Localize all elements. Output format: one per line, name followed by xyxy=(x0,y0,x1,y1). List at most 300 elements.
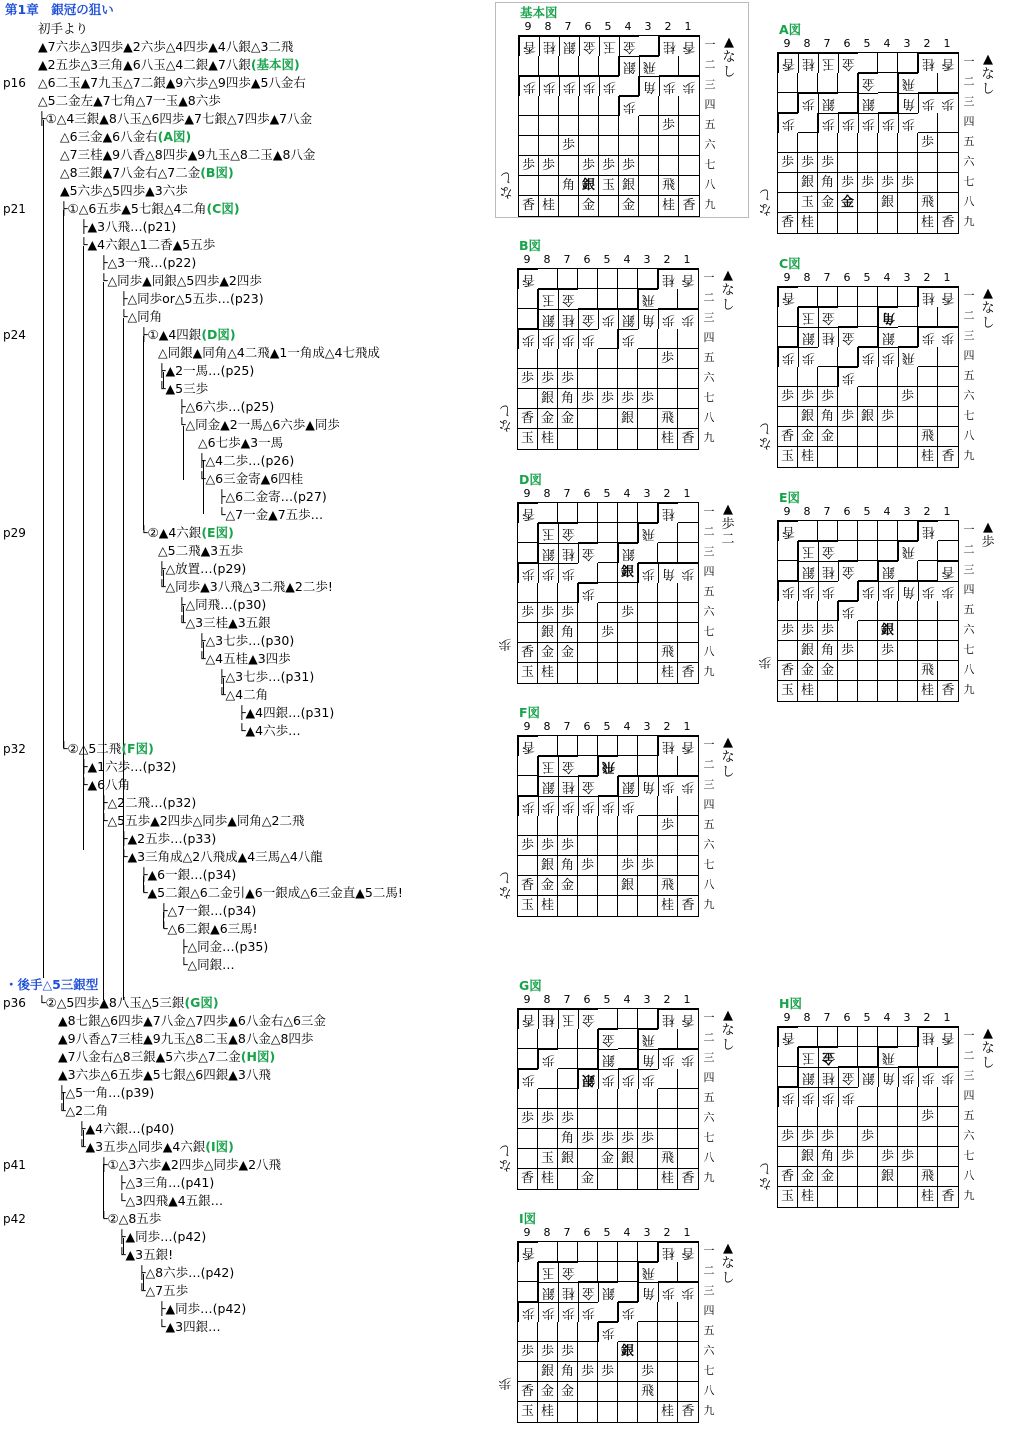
board-square[interactable]: 香 xyxy=(778,213,798,233)
board-square[interactable] xyxy=(918,73,938,93)
board-square[interactable]: 飛 xyxy=(658,409,678,429)
board-square[interactable] xyxy=(578,523,598,543)
board-square[interactable]: 歩 xyxy=(518,796,538,816)
board-square[interactable]: 桂 xyxy=(538,1009,558,1029)
board-square[interactable]: 桂 xyxy=(538,1169,558,1189)
board-square[interactable]: 歩 xyxy=(538,603,558,623)
board-square[interactable] xyxy=(558,1242,578,1262)
board-square[interactable] xyxy=(898,621,918,641)
board-square[interactable] xyxy=(858,1107,878,1127)
board-square[interactable]: 桂 xyxy=(658,503,678,523)
board-square[interactable]: 金 xyxy=(578,776,598,796)
board-square[interactable]: 銀 xyxy=(858,407,878,427)
board-square[interactable] xyxy=(778,173,798,193)
board-square[interactable] xyxy=(838,1127,858,1147)
board-square[interactable]: 玉 xyxy=(798,193,818,213)
board-square[interactable]: 金 xyxy=(578,309,598,329)
board-square[interactable] xyxy=(598,523,618,543)
board-square[interactable] xyxy=(658,1342,678,1362)
board-square[interactable] xyxy=(838,213,858,233)
board-square[interactable]: 歩 xyxy=(638,1069,658,1089)
board-square[interactable]: 歩 xyxy=(618,1129,638,1149)
board-square[interactable] xyxy=(878,387,898,407)
board-square[interactable]: 玉 xyxy=(798,1047,818,1067)
board-square[interactable] xyxy=(598,776,618,796)
board-square[interactable]: 香 xyxy=(682,198,696,213)
board-square[interactable] xyxy=(838,541,858,561)
board-square[interactable] xyxy=(678,349,698,369)
board-square[interactable]: 歩 xyxy=(619,156,639,176)
board-square[interactable] xyxy=(578,1109,598,1129)
board-square[interactable] xyxy=(658,583,678,603)
board-square[interactable] xyxy=(658,389,678,409)
board-square[interactable] xyxy=(638,836,658,856)
board-square[interactable] xyxy=(598,1342,618,1362)
board-square[interactable] xyxy=(818,601,838,621)
board-square[interactable]: 歩 xyxy=(638,1129,658,1149)
board-square[interactable] xyxy=(638,736,658,756)
board-square[interactable] xyxy=(598,896,618,916)
board-square[interactable] xyxy=(599,196,619,216)
board-square[interactable] xyxy=(878,287,898,307)
board-square[interactable] xyxy=(678,1089,698,1109)
board-square[interactable]: 香 xyxy=(938,561,958,581)
board-square[interactable] xyxy=(618,429,638,449)
board-square[interactable]: 歩 xyxy=(538,1342,558,1362)
board-square[interactable] xyxy=(778,1047,798,1067)
board-square[interactable]: 歩 xyxy=(538,563,558,583)
board-square[interactable]: 銀 xyxy=(538,1282,558,1302)
board-square[interactable] xyxy=(918,1127,938,1147)
board-square[interactable]: 香 xyxy=(681,1171,695,1186)
board-square[interactable] xyxy=(598,329,618,349)
board-square[interactable]: 桂 xyxy=(918,1027,938,1047)
board-square[interactable] xyxy=(518,349,538,369)
board-square[interactable]: 金 xyxy=(818,1047,838,1067)
board-square[interactable]: 歩 xyxy=(678,776,698,796)
board-square[interactable] xyxy=(918,307,938,327)
board-square[interactable] xyxy=(658,856,678,876)
board-square[interactable] xyxy=(918,407,938,427)
board-square[interactable] xyxy=(538,349,558,369)
board-square[interactable]: 金 xyxy=(838,1067,858,1087)
board-square[interactable] xyxy=(818,133,838,153)
board-square[interactable] xyxy=(598,1262,618,1282)
board-square[interactable]: 桂 xyxy=(558,543,578,563)
board-square[interactable] xyxy=(539,176,559,196)
board-square[interactable]: 金 xyxy=(818,427,838,447)
board-square[interactable] xyxy=(858,1047,878,1067)
board-square[interactable]: 歩 xyxy=(518,836,538,856)
board-square[interactable] xyxy=(658,1109,678,1129)
board-square[interactable] xyxy=(678,1362,698,1382)
board-square[interactable]: 銀 xyxy=(878,327,898,347)
board-square[interactable]: 香 xyxy=(938,53,958,73)
board-square[interactable]: 桂 xyxy=(658,736,678,756)
board-square[interactable] xyxy=(898,1087,918,1107)
board-square[interactable] xyxy=(598,429,618,449)
board-square[interactable] xyxy=(598,1242,618,1262)
board-square[interactable] xyxy=(618,1169,638,1189)
board-square[interactable]: 金 xyxy=(818,1167,838,1187)
board-square[interactable]: 香 xyxy=(938,1027,958,1047)
board-square[interactable] xyxy=(638,1342,658,1362)
board-square[interactable]: 歩 xyxy=(798,93,818,113)
board-square[interactable]: 桂 xyxy=(558,776,578,796)
board-square[interactable] xyxy=(599,56,619,76)
board-square[interactable] xyxy=(578,369,598,389)
board-square[interactable]: 香 xyxy=(519,196,539,216)
board-square[interactable] xyxy=(559,96,579,116)
board-square[interactable] xyxy=(938,1087,958,1107)
board-square[interactable]: 銀 xyxy=(878,193,898,213)
board-square[interactable] xyxy=(558,1322,578,1342)
board-square[interactable] xyxy=(858,367,878,387)
board-square[interactable] xyxy=(659,156,679,176)
board-square[interactable]: 香 xyxy=(681,431,695,446)
board-square[interactable] xyxy=(858,153,878,173)
board-square[interactable]: 角 xyxy=(638,309,658,329)
board-square[interactable] xyxy=(638,369,658,389)
board-square[interactable]: 銀 xyxy=(538,1362,558,1382)
board-square[interactable]: 桂 xyxy=(918,287,938,307)
board-square[interactable]: 歩 xyxy=(538,1109,558,1129)
board-square[interactable] xyxy=(558,1402,578,1422)
diagram-ref[interactable]: (I図) xyxy=(205,1139,234,1154)
board-square[interactable] xyxy=(519,176,539,196)
board-square[interactable] xyxy=(838,153,858,173)
board-square[interactable]: 金 xyxy=(578,1169,598,1189)
board-square[interactable] xyxy=(518,1262,538,1282)
board-square[interactable] xyxy=(838,387,858,407)
board-square[interactable]: 歩 xyxy=(878,347,898,367)
board-square[interactable]: 歩 xyxy=(598,623,618,643)
board-square[interactable] xyxy=(818,521,838,541)
board-square[interactable] xyxy=(858,1087,878,1107)
board-square[interactable] xyxy=(778,1067,798,1087)
board-square[interactable] xyxy=(538,1322,558,1342)
board-square[interactable] xyxy=(878,1187,898,1207)
board-square[interactable] xyxy=(638,643,658,663)
board-square[interactable] xyxy=(618,1049,638,1069)
board-square[interactable]: 歩 xyxy=(558,1302,578,1322)
board-square[interactable]: 歩 xyxy=(838,641,858,661)
board-square[interactable] xyxy=(578,429,598,449)
board-square[interactable] xyxy=(518,1129,538,1149)
board-square[interactable]: 香 xyxy=(941,1189,955,1204)
board-square[interactable] xyxy=(898,1107,918,1127)
board-square[interactable]: 歩 xyxy=(918,133,938,153)
board-square[interactable] xyxy=(598,409,618,429)
board-square[interactable] xyxy=(898,407,918,427)
board-square[interactable] xyxy=(578,643,598,663)
board-square[interactable] xyxy=(858,447,878,467)
board-square[interactable]: 歩 xyxy=(598,1362,618,1382)
board-square[interactable]: 飛 xyxy=(638,523,658,543)
board-square[interactable]: 歩 xyxy=(818,153,838,173)
board-square[interactable] xyxy=(798,1027,818,1047)
board-square[interactable]: 歩 xyxy=(578,389,598,409)
board-square[interactable] xyxy=(898,601,918,621)
board-square[interactable] xyxy=(838,1187,858,1207)
board-square[interactable] xyxy=(838,1107,858,1127)
board-square[interactable]: 桂 xyxy=(539,196,559,216)
board-square[interactable] xyxy=(858,621,878,641)
board-square[interactable] xyxy=(518,309,538,329)
board-square[interactable] xyxy=(658,836,678,856)
board-square[interactable]: 銀 xyxy=(538,776,558,796)
board-square[interactable]: 歩 xyxy=(598,1322,618,1342)
board-square[interactable] xyxy=(878,681,898,701)
board-square[interactable] xyxy=(938,1127,958,1147)
board-square[interactable] xyxy=(818,73,838,93)
board-square[interactable]: 桂 xyxy=(798,53,818,73)
board-square[interactable]: 銀 xyxy=(618,409,638,429)
board-square[interactable]: 歩 xyxy=(818,113,838,133)
board-square[interactable]: 角 xyxy=(658,563,678,583)
board-square[interactable]: 角 xyxy=(558,389,578,409)
board-square[interactable] xyxy=(618,663,638,683)
board-square[interactable]: 金 xyxy=(838,327,858,347)
board-square[interactable] xyxy=(798,73,818,93)
board-square[interactable] xyxy=(918,561,938,581)
board-square[interactable]: 歩 xyxy=(618,329,638,349)
board-square[interactable] xyxy=(818,1027,838,1047)
board-square[interactable] xyxy=(518,1282,538,1302)
board-square[interactable] xyxy=(858,287,878,307)
board-square[interactable] xyxy=(578,409,598,429)
board-square[interactable] xyxy=(578,1049,598,1069)
board-square[interactable]: 歩 xyxy=(599,76,619,96)
board-square[interactable]: 角 xyxy=(818,641,838,661)
board-square[interactable]: 歩 xyxy=(638,563,658,583)
board-square[interactable]: 歩 xyxy=(538,329,558,349)
board-square[interactable]: 歩 xyxy=(798,1087,818,1107)
board-square[interactable]: 歩 xyxy=(818,581,838,601)
board-square[interactable] xyxy=(858,133,878,153)
board-square[interactable]: 飛 xyxy=(598,756,618,776)
board-square[interactable] xyxy=(578,349,598,369)
board-square[interactable] xyxy=(558,503,578,523)
board-square[interactable] xyxy=(639,176,659,196)
board-square[interactable] xyxy=(618,736,638,756)
board-square[interactable]: 銀 xyxy=(878,561,898,581)
board-square[interactable] xyxy=(558,429,578,449)
board-square[interactable]: 角 xyxy=(898,93,918,113)
board-square[interactable] xyxy=(678,409,698,429)
board-square[interactable]: 銀 xyxy=(598,1282,618,1302)
board-square[interactable] xyxy=(918,641,938,661)
board-square[interactable]: 歩 xyxy=(798,153,818,173)
board-square[interactable] xyxy=(838,681,858,701)
board-square[interactable]: 歩 xyxy=(918,1107,938,1127)
board-square[interactable] xyxy=(918,1087,938,1107)
board-square[interactable]: 歩 xyxy=(578,1302,598,1322)
board-square[interactable]: 歩 xyxy=(518,1069,538,1089)
board-square[interactable] xyxy=(598,369,618,389)
board-square[interactable]: 歩 xyxy=(558,836,578,856)
board-square[interactable] xyxy=(638,816,658,836)
board-square[interactable] xyxy=(678,623,698,643)
diagram-ref[interactable]: (B図) xyxy=(200,165,234,180)
board-square[interactable] xyxy=(898,307,918,327)
board-square[interactable]: 歩 xyxy=(778,113,798,133)
board-square[interactable]: 歩 xyxy=(818,387,838,407)
board-square[interactable]: 桂 xyxy=(658,1402,678,1422)
board-square[interactable] xyxy=(898,427,918,447)
board-square[interactable] xyxy=(578,1382,598,1402)
board-square[interactable] xyxy=(938,153,958,173)
board-square[interactable]: 歩 xyxy=(918,581,938,601)
board-square[interactable] xyxy=(618,289,638,309)
board-square[interactable] xyxy=(539,96,559,116)
board-square[interactable] xyxy=(558,1089,578,1109)
board-square[interactable]: 桂 xyxy=(658,1009,678,1029)
board-square[interactable] xyxy=(798,287,818,307)
board-square[interactable] xyxy=(539,116,559,136)
board-square[interactable]: 飛 xyxy=(658,1149,678,1169)
board-square[interactable]: 桂 xyxy=(818,327,838,347)
board-square[interactable]: 飛 xyxy=(918,1167,938,1187)
board-square[interactable]: 飛 xyxy=(898,347,918,367)
board-square[interactable]: 銀 xyxy=(798,1067,818,1087)
board-square[interactable] xyxy=(538,816,558,836)
board-square[interactable] xyxy=(878,93,898,113)
board-square[interactable]: 角 xyxy=(898,581,918,601)
board-square[interactable] xyxy=(518,543,538,563)
board-square[interactable]: 飛 xyxy=(918,193,938,213)
board-square[interactable]: 歩 xyxy=(678,309,698,329)
board-square[interactable] xyxy=(798,367,818,387)
board-square[interactable]: 歩 xyxy=(898,173,918,193)
board-square[interactable]: 玉 xyxy=(778,1187,798,1207)
board-square[interactable]: 歩 xyxy=(658,776,678,796)
board-square[interactable]: 歩 xyxy=(818,621,838,641)
board-square[interactable] xyxy=(679,116,699,136)
board-square[interactable] xyxy=(618,369,638,389)
board-square[interactable] xyxy=(858,661,878,681)
board-square[interactable] xyxy=(658,1362,678,1382)
board-square[interactable] xyxy=(858,541,878,561)
board-square[interactable]: 歩 xyxy=(579,76,599,96)
board-square[interactable]: 歩 xyxy=(898,1067,918,1087)
board-square[interactable] xyxy=(778,193,798,213)
board-square[interactable] xyxy=(678,756,698,776)
board-square[interactable]: 銀 xyxy=(579,176,599,196)
board-square[interactable]: 桂 xyxy=(538,1402,558,1422)
board-square[interactable] xyxy=(858,681,878,701)
board-square[interactable] xyxy=(778,641,798,661)
board-square[interactable]: 歩 xyxy=(878,407,898,427)
board-square[interactable]: 歩 xyxy=(838,367,858,387)
board-square[interactable] xyxy=(519,56,539,76)
board-square[interactable]: 桂 xyxy=(918,681,938,701)
board-square[interactable]: 歩 xyxy=(618,603,638,623)
board-square[interactable] xyxy=(598,856,618,876)
board-square[interactable] xyxy=(898,367,918,387)
board-square[interactable]: 玉 xyxy=(818,53,838,73)
board-square[interactable]: 飛 xyxy=(658,643,678,663)
board-square[interactable]: 歩 xyxy=(558,603,578,623)
board-square[interactable]: 金 xyxy=(818,307,838,327)
board-square[interactable]: 桂 xyxy=(798,213,818,233)
board-square[interactable]: 香 xyxy=(518,269,538,289)
board-square[interactable] xyxy=(558,583,578,603)
board-square[interactable] xyxy=(678,816,698,836)
board-square[interactable]: 香 xyxy=(778,287,798,307)
board-square[interactable] xyxy=(818,347,838,367)
board-square[interactable] xyxy=(838,1047,858,1067)
board-square[interactable]: 銀 xyxy=(618,543,638,563)
board-square[interactable]: 桂 xyxy=(558,309,578,329)
board-square[interactable] xyxy=(659,136,679,156)
board-square[interactable]: 銀 xyxy=(878,621,898,641)
board-square[interactable] xyxy=(598,643,618,663)
board-square[interactable]: 歩 xyxy=(798,621,818,641)
board-square[interactable]: 玉 xyxy=(558,1009,578,1029)
board-square[interactable] xyxy=(598,663,618,683)
board-square[interactable] xyxy=(898,287,918,307)
board-square[interactable]: 桂 xyxy=(658,663,678,683)
board-square[interactable]: 歩 xyxy=(518,1302,538,1322)
board-square[interactable] xyxy=(878,367,898,387)
board-square[interactable] xyxy=(878,73,898,93)
board-square[interactable]: 飛 xyxy=(918,427,938,447)
board-square[interactable]: 角 xyxy=(558,1129,578,1149)
board-square[interactable] xyxy=(518,389,538,409)
board-square[interactable]: 歩 xyxy=(878,1147,898,1167)
board-square[interactable]: 桂 xyxy=(918,53,938,73)
board-square[interactable] xyxy=(558,736,578,756)
board-square[interactable] xyxy=(938,1047,958,1067)
board-square[interactable]: 角 xyxy=(558,1362,578,1382)
board-square[interactable]: 香 xyxy=(778,1167,798,1187)
board-square[interactable] xyxy=(678,856,698,876)
board-square[interactable] xyxy=(778,307,798,327)
board-square[interactable]: 飛 xyxy=(898,73,918,93)
board-square[interactable]: 歩 xyxy=(539,76,559,96)
board-square[interactable] xyxy=(618,1089,638,1109)
board-square[interactable]: 銀 xyxy=(618,1342,638,1362)
board-square[interactable]: 金 xyxy=(598,1029,618,1049)
board-square[interactable] xyxy=(918,621,938,641)
board-square[interactable] xyxy=(658,1089,678,1109)
board-square[interactable] xyxy=(858,53,878,73)
board-square[interactable]: 香 xyxy=(519,36,539,56)
board-square[interactable]: 金 xyxy=(838,561,858,581)
board-square[interactable]: 歩 xyxy=(818,1127,838,1147)
board-square[interactable] xyxy=(898,681,918,701)
board-square[interactable]: 銀 xyxy=(798,327,818,347)
board-square[interactable]: 金 xyxy=(578,1282,598,1302)
board-square[interactable] xyxy=(938,73,958,93)
board-square[interactable] xyxy=(678,1322,698,1342)
board-square[interactable] xyxy=(878,1107,898,1127)
board-square[interactable] xyxy=(598,583,618,603)
board-square[interactable]: 玉 xyxy=(798,541,818,561)
board-square[interactable]: 桂 xyxy=(659,196,679,216)
board-square[interactable]: 銀 xyxy=(618,563,638,583)
board-square[interactable]: 銀 xyxy=(858,1067,878,1087)
board-square[interactable]: 歩 xyxy=(618,1302,638,1322)
board-square[interactable]: 銀 xyxy=(618,309,638,329)
board-square[interactable]: 金 xyxy=(558,1262,578,1282)
board-square[interactable]: 歩 xyxy=(658,309,678,329)
board-square[interactable]: 歩 xyxy=(598,1129,618,1149)
board-square[interactable]: 歩 xyxy=(618,796,638,816)
board-square[interactable] xyxy=(678,1302,698,1322)
board-square[interactable] xyxy=(558,1169,578,1189)
